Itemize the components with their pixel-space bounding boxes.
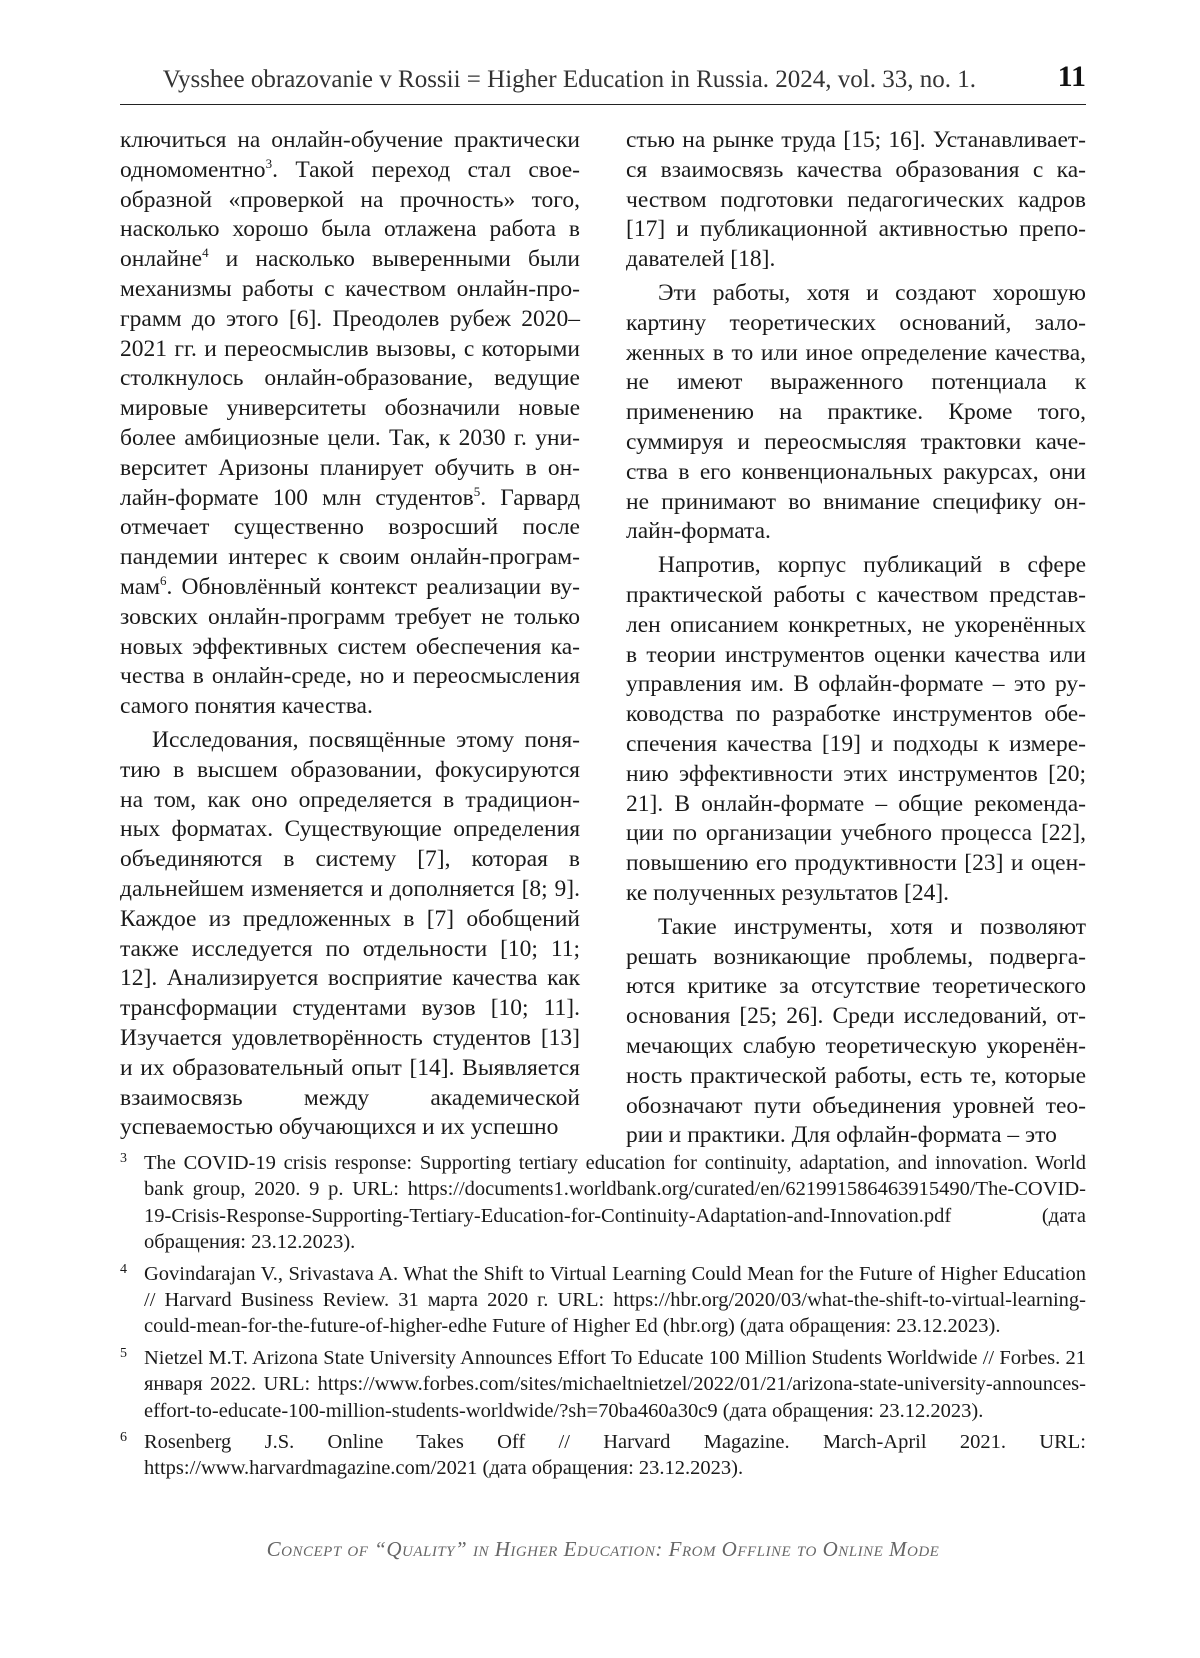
right-column <box>626 126 1086 1151</box>
footnote-text: Govindarajan V., Srivastava A. What the Shift to Virtual Learning Could Mean for the Future of Higher Education // Harvard Business Review. 31 марта 2020 г. URL: https://hbr.org/2020/03/what-the-shift-to-virtual-learning-could-mean-for-the-future-of-higher-edhe Future of Higher Ed (hbr.org) (дата обращения: 23.12.2023). <box>144 1262 1086 1338</box>
paragraph: Напротив, корпус публикаций в сфере практической работы с качеством представлен описанием конкретных, не укоренённых в теории инструментов оценки качества или управления им. В офлайн-формате – это руководства по разработке инструментов обеспечения качества [19] и подходы к измерению эффективности этих инструментов [20; 21]. В онлайн-формате – общие рекомендации по организации учебного процесса [22], повышению его продуктивности [23] и оценке полученных результатов [24]. <box>626 552 1086 906</box>
journal-title: Vysshee obrazovanie v Rossii = Higher Education in Russia. 2024, vol. 33, no. 1. <box>162 66 976 93</box>
footnote-number: 5 <box>120 1345 127 1361</box>
paragraph: Такие инструменты, хотя и позволяют решать возникающие проблемы, подвергаются критике за отсутствие теоретического основания [25; 26]. Среди исследований, отмечающих слабую теоретическую укоренённость практической работы, есть те, которые обозначают пути объединения уровней теории и практики. Для офлайн-формата – это <box>626 913 1086 1149</box>
footnote-number: 6 <box>120 1430 127 1446</box>
paragraph: ключиться на онлайн-обучение практически одномоментно$^3$. Такой переход стал своеобразной «проверкой на прочность» того, насколько хорошо была отлажена работа в онлайне$^4$ и насколько выверенными были механизмы работы с качеством онлайн-программ до этого [6]. Преодолев рубеж 2020–2021 гг. и переосмыслив вызовы, с которыми столкнулось онлайн-образование, ведущие мировые университеты обозначили новые более амбициозные цели. Так, к 2030 г. университет Аризоны планирует обучить в онлайн-формате 100 млн студентов$^5$. Гарвард отмечает существенно возросший после пандемии интерес к своим онлайн-программам$^6$. Обновлённый контекст реализации вузовских онлайн-программ требует не только новых эффективных систем обеспечения качества в онлайн-среде, но и переосмысления самого понятия качества. <box>120 127 581 720</box>
paragraph: стью на рынке труда [15; 16]. Устанавливается взаимосвязь качества образования с качеством подготовки педагогических кадров [17] и публикационной активностью преподавателей [18]. <box>626 127 1086 273</box>
paragraph: Исследования, посвящённые этому понятию в высшем образовании, фокусируются на том, как оно определяется в традиционных форматах. Существующие определения объединяются в систему [7], которая в дальнейшем изменяется и дополняется [8; 9]. Каждое из предложенных в [7] обобщений также исследуется по отдельности [10; 11; 12]. Анализируется восприятие качества как трансформации студентами вузов [10; 11]. Изучается удовлетворённость студентов [13] и их образовательный опыт [14]. Выявляется взаимосвязь между академической успеваемостью обучающихся и их успешно <box>120 726 580 1141</box>
footnote <box>120 1261 1086 1340</box>
footnote <box>120 1429 1086 1482</box>
footnote-text: The COVID-19 crisis response: Supporting tertiary education for continuity, adaptation, and innovation. World bank group, 2020. 9 p. URL: https://documents1.worldbank.org/curated/en/621991586463915490/The-COVID-19-Crisis-Response-Supporting-Tertiary-Education-for-Continuity-Adaptation-and-Innovation.pdf (дата обращения: 23.12.2023). <box>144 1152 1086 1254</box>
running-title: Concept of “Quality” in Higher Education: From Offline to Online Mode <box>266 1537 940 1561</box>
page-header <box>120 58 1086 105</box>
footnote-text: Rosenberg J.S. Online Takes Off // Harvard Magazine. March-April 2021. URL: https://www.harvardmagazine.com/2021 (дата обращения: 23.12.2023). <box>144 1431 1086 1480</box>
footnote-number: 3 <box>120 1151 127 1166</box>
body-text <box>120 126 1086 1149</box>
footnote <box>120 1150 1086 1256</box>
left-column <box>120 126 580 1143</box>
footnote <box>120 1345 1086 1424</box>
footnote-ref[interactable]: 5 <box>473 483 481 499</box>
footnote-ref[interactable]: 4 <box>202 245 209 261</box>
footnote-text: Nietzel M.T. Arizona State University Announces Effort To Educate 100 Million Students Worldwide // Forbes. 21 января 2022. URL: https://www.forbes.com/sites/michaeltnietzel/2022/01/21/arizona-state-university-announces-effort-to-educate-100-million-students-worldwide/?sh=70ba460a30c9 (дата обращения: 23.12.2023). <box>144 1346 1086 1422</box>
page-number: 11 <box>1057 60 1086 93</box>
paragraph: Эти работы, хотя и создают хорошую картину теоретических оснований, заложенных в то или иное определение качества, не имеют выраженного потенциала к применению на практике. Кроме того, суммируя и переосмысляя трактовки качества в его конвенциональных ракурсах, они не принимают во внимание специфику онлайн-формата. <box>626 279 1086 545</box>
footnote-ref[interactable]: 3 <box>265 155 273 171</box>
footnote-ref[interactable]: 6 <box>160 572 167 588</box>
footnotes <box>120 1150 1086 1487</box>
footnote-number: 4 <box>120 1261 127 1277</box>
